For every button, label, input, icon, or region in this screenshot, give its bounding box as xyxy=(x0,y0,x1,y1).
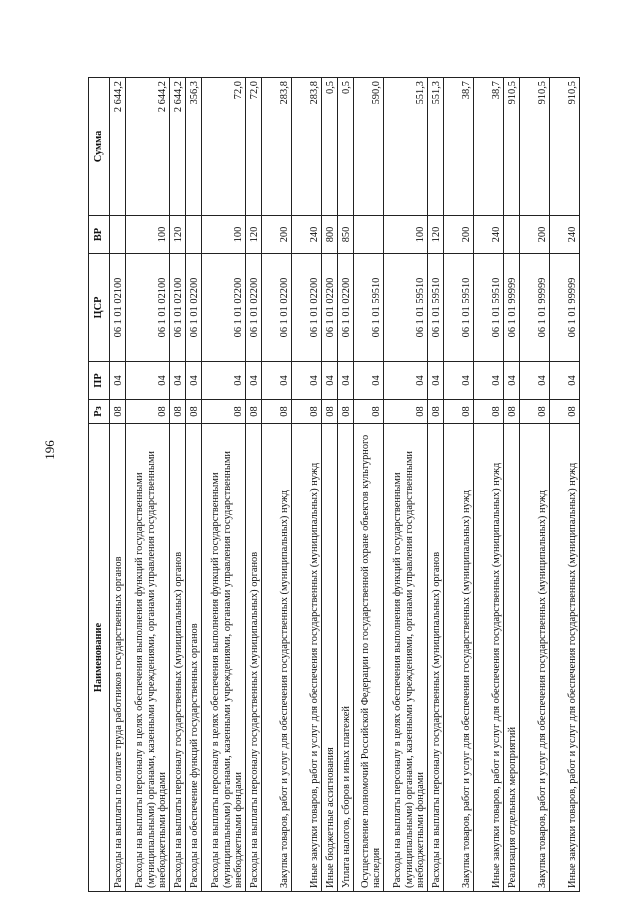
cell-vr: 240 xyxy=(550,216,580,254)
cell-pr: 04 xyxy=(170,362,186,400)
cell-csr: 06 1 01 99999 xyxy=(550,254,580,362)
cell-csr: 06 1 01 02200 xyxy=(338,254,354,362)
cell-csr: 06 1 01 02100 xyxy=(170,254,186,362)
cell-pr: 04 xyxy=(338,362,354,400)
page-number: 196 xyxy=(42,440,57,460)
cell-sum: 283,8 xyxy=(292,78,322,216)
cell-name: Иные бюджетные ассигнования xyxy=(322,424,338,892)
cell-sum: 38,7 xyxy=(444,78,474,216)
cell-name: Иные закупки товаров, работ и услуг для обеспечения государственных (муниципальных) нужд xyxy=(292,424,322,892)
cell-pr: 04 xyxy=(504,362,520,400)
cell-pr: 04 xyxy=(428,362,444,400)
cell-vr: 100 xyxy=(202,216,246,254)
cell-vr: 120 xyxy=(246,216,262,254)
table-row xyxy=(170,78,186,892)
cell-pr: 04 xyxy=(444,362,474,400)
cell-csr: 06 1 01 59510 xyxy=(444,254,474,362)
cell-vr: 120 xyxy=(170,216,186,254)
cell-rz: 08 xyxy=(428,400,444,424)
cell-rz: 08 xyxy=(520,400,550,424)
cell-name: Расходы на выплаты персоналу в целях обеспечения выполнения функций государственными (муниципальными) органами, казенными учреждениями, органами управления государственными внебюджетными фондами xyxy=(202,424,246,892)
cell-sum: 0,5 xyxy=(338,78,354,216)
cell-pr: 04 xyxy=(262,362,292,400)
cell-vr: 240 xyxy=(292,216,322,254)
cell-pr: 04 xyxy=(474,362,504,400)
cell-name: Закупка товаров, работ и услуг для обеспечения государственных (муниципальных) нужд xyxy=(444,424,474,892)
cell-name: Иные закупки товаров, работ и услуг для обеспечения государственных (муниципальных) нужд xyxy=(474,424,504,892)
table-row xyxy=(338,78,354,892)
cell-pr: 04 xyxy=(202,362,246,400)
header-name: Наименование xyxy=(89,424,110,892)
cell-sum: 356,3 xyxy=(186,78,202,216)
cell-name: Расходы на выплаты персоналу государственных (муниципальных) органов xyxy=(170,424,186,892)
cell-rz: 08 xyxy=(504,400,520,424)
table-row xyxy=(322,78,338,892)
cell-csr: 06 1 01 02100 xyxy=(126,254,170,362)
cell-rz: 08 xyxy=(322,400,338,424)
table-row xyxy=(126,78,170,892)
cell-sum: 38,7 xyxy=(474,78,504,216)
cell-name: Расходы на выплаты персоналу государственных (муниципальных) органов xyxy=(246,424,262,892)
table-row xyxy=(292,78,322,892)
cell-sum: 590,0 xyxy=(354,78,384,216)
cell-csr: 06 1 01 59510 xyxy=(428,254,444,362)
cell-csr: 06 1 01 59510 xyxy=(474,254,504,362)
cell-csr: 06 1 01 02200 xyxy=(202,254,246,362)
cell-pr: 04 xyxy=(354,362,384,400)
cell-sum: 551,3 xyxy=(384,78,428,216)
header-pr: ПР xyxy=(89,362,110,400)
cell-rz: 08 xyxy=(246,400,262,424)
cell-rz: 08 xyxy=(384,400,428,424)
cell-name: Уплата налогов, сборов и иных платежей xyxy=(338,424,354,892)
cell-sum: 2 644,2 xyxy=(170,78,186,216)
cell-name: Расходы на выплаты персоналу государственных (муниципальных) органов xyxy=(428,424,444,892)
table-row xyxy=(186,78,202,892)
cell-csr: 06 1 01 59510 xyxy=(384,254,428,362)
cell-pr: 04 xyxy=(550,362,580,400)
header-rz: Рз xyxy=(89,400,110,424)
cell-rz: 08 xyxy=(202,400,246,424)
cell-name: Расходы на выплаты персоналу в целях обеспечения выполнения функций государственными (муниципальными) органами, казенными учреждениями, органами управления государственными внебюджетными фондами xyxy=(126,424,170,892)
header-sum: Сумма xyxy=(89,78,110,216)
cell-rz: 08 xyxy=(474,400,504,424)
cell-rz: 08 xyxy=(126,400,170,424)
cell-pr: 04 xyxy=(186,362,202,400)
cell-sum: 910,5 xyxy=(504,78,520,216)
cell-pr: 04 xyxy=(110,362,126,400)
cell-csr: 06 1 01 99999 xyxy=(504,254,520,362)
cell-csr: 06 1 01 02200 xyxy=(322,254,338,362)
cell-vr: 800 xyxy=(322,216,338,254)
cell-rz: 08 xyxy=(292,400,322,424)
table-body xyxy=(110,78,580,892)
cell-name: Расходы на обеспечение функций государственных органов xyxy=(186,424,202,892)
cell-name: Осуществление полномочий Российской Федерации по государственной охране объектов культурного наследия xyxy=(354,424,384,892)
cell-rz: 08 xyxy=(354,400,384,424)
cell-sum: 2 644,2 xyxy=(126,78,170,216)
table-row xyxy=(550,78,580,892)
table-row xyxy=(110,78,126,892)
cell-sum: 72,0 xyxy=(202,78,246,216)
table-row xyxy=(474,78,504,892)
table-row xyxy=(202,78,246,892)
table-row xyxy=(354,78,384,892)
cell-pr: 04 xyxy=(292,362,322,400)
cell-sum: 2 644,2 xyxy=(110,78,126,216)
cell-sum: 551,3 xyxy=(428,78,444,216)
cell-vr: 240 xyxy=(474,216,504,254)
cell-rz: 08 xyxy=(444,400,474,424)
table-row xyxy=(428,78,444,892)
cell-vr: 100 xyxy=(126,216,170,254)
cell-csr: 06 1 01 59510 xyxy=(354,254,384,362)
cell-vr xyxy=(110,216,126,254)
cell-vr xyxy=(354,216,384,254)
cell-pr: 04 xyxy=(322,362,338,400)
budget-table xyxy=(88,77,580,892)
cell-vr xyxy=(504,216,520,254)
cell-csr: 06 1 01 02200 xyxy=(292,254,322,362)
cell-pr: 04 xyxy=(520,362,550,400)
cell-name: Расходы на выплаты персоналу в целях обеспечения выполнения функций государственными (муниципальными) органами, казенными учреждениями, органами управления государственными внебюджетными фондами xyxy=(384,424,428,892)
cell-vr xyxy=(186,216,202,254)
cell-name: Закупка товаров, работ и услуг для обеспечения государственных (муниципальных) нужд xyxy=(520,424,550,892)
cell-csr: 06 1 01 02200 xyxy=(246,254,262,362)
table-row xyxy=(520,78,550,892)
cell-sum: 0,5 xyxy=(322,78,338,216)
table-row xyxy=(262,78,292,892)
cell-rz: 08 xyxy=(550,400,580,424)
cell-name: Закупка товаров, работ и услуг для обеспечения государственных (муниципальных) нужд xyxy=(262,424,292,892)
cell-csr: 06 1 01 02200 xyxy=(262,254,292,362)
cell-sum: 72,0 xyxy=(246,78,262,216)
table-header-row xyxy=(89,78,110,892)
cell-rz: 08 xyxy=(262,400,292,424)
cell-rz: 08 xyxy=(338,400,354,424)
header-vr: ВР xyxy=(89,216,110,254)
cell-csr: 06 1 01 02200 xyxy=(186,254,202,362)
cell-vr: 850 xyxy=(338,216,354,254)
cell-sum: 910,5 xyxy=(550,78,580,216)
cell-pr: 04 xyxy=(126,362,170,400)
cell-name: Иные закупки товаров, работ и услуг для обеспечения государственных (муниципальных) нужд xyxy=(550,424,580,892)
header-csr: ЦСР xyxy=(89,254,110,362)
cell-vr: 200 xyxy=(520,216,550,254)
cell-vr: 120 xyxy=(428,216,444,254)
cell-rz: 08 xyxy=(186,400,202,424)
cell-vr: 200 xyxy=(444,216,474,254)
cell-name: Расходы на выплаты по оплате труда работников государственных органов xyxy=(110,424,126,892)
budget-table-wrapper xyxy=(88,78,579,892)
cell-name: Реализация отдельных мероприятий xyxy=(504,424,520,892)
cell-vr: 200 xyxy=(262,216,292,254)
table-row xyxy=(246,78,262,892)
cell-pr: 04 xyxy=(384,362,428,400)
table-row xyxy=(504,78,520,892)
table-row xyxy=(384,78,428,892)
table-row xyxy=(444,78,474,892)
cell-csr: 06 1 01 02100 xyxy=(110,254,126,362)
cell-csr: 06 1 01 99999 xyxy=(520,254,550,362)
cell-sum: 910,5 xyxy=(520,78,550,216)
cell-pr: 04 xyxy=(246,362,262,400)
cell-rz: 08 xyxy=(110,400,126,424)
cell-sum: 283,8 xyxy=(262,78,292,216)
cell-rz: 08 xyxy=(170,400,186,424)
cell-vr: 100 xyxy=(384,216,428,254)
